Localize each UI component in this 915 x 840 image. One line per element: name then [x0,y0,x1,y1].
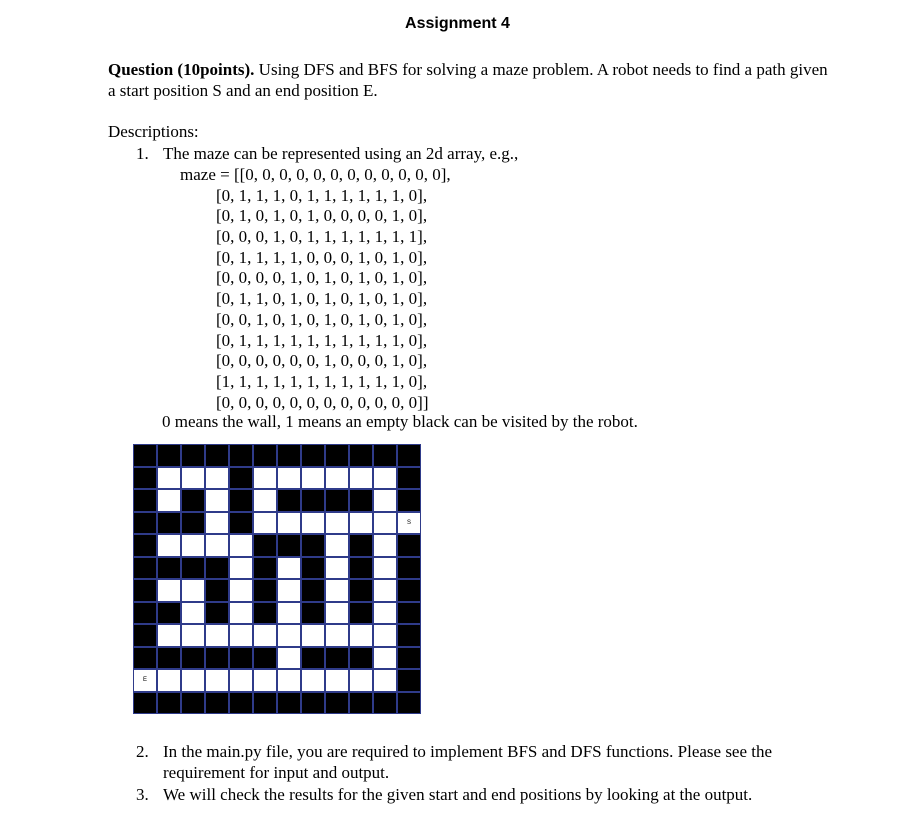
question-label: Question (10points). [108,60,255,79]
maze-cell-open [301,624,325,647]
maze-cell-open [349,512,373,535]
maze-cell-wall [157,444,181,467]
maze-cell-wall [349,489,373,512]
maze-cell-wall [349,602,373,625]
maze-cell-open [301,669,325,692]
maze-cell-wall [205,602,229,625]
maze-cell-open [325,669,349,692]
maze-cell-wall [277,692,301,715]
maze-cell-wall [301,444,325,467]
maze-cell-open [373,557,397,580]
maze-cell-wall [133,602,157,625]
maze-cell-wall [349,557,373,580]
maze-cell-open [325,602,349,625]
maze-cell-open [349,467,373,490]
maze-cell-open [277,669,301,692]
code-line: maze = [[0, 0, 0, 0, 0, 0, 0, 0, 0, 0, 0, 0], [180,165,451,184]
page-title: Assignment 4 [405,15,510,32]
maze-cell-wall [397,692,421,715]
maze-cell-wall [229,692,253,715]
maze-cell-wall [133,489,157,512]
maze-cell-wall [157,647,181,670]
maze-cell-open [373,534,397,557]
code-line: [1, 1, 1, 1, 1, 1, 1, 1, 1, 1, 1, 0], [216,371,428,391]
maze-cell-open [133,669,157,692]
maze-cell-wall [157,512,181,535]
maze-cell-wall [349,444,373,467]
maze-cell-wall [253,647,277,670]
maze-cell-wall [253,579,277,602]
maze-cell-open [229,557,253,580]
maze-cell-wall [157,602,181,625]
maze-cell-wall [229,489,253,512]
code-line: [0, 1, 1, 1, 0, 1, 1, 1, 1, 1, 1, 0], [216,185,428,205]
code-line: [0, 1, 1, 0, 1, 0, 1, 0, 1, 0, 1, 0], [216,289,428,309]
maze-cell-wall [133,512,157,535]
maze-cell-open [277,579,301,602]
maze-cell-open [253,489,277,512]
maze-cell-open [325,624,349,647]
maze-cell-wall [349,534,373,557]
code-line: [0, 0, 0, 1, 0, 1, 1, 1, 1, 1, 1, 1], [216,227,428,247]
maze-cell-wall [205,444,229,467]
maze-cell-wall [325,692,349,715]
maze-cell-wall [181,489,205,512]
maze-cell-wall [397,669,421,692]
maze-cell-wall [133,467,157,490]
list-item-text: The maze can be represented using an 2d array, e.g., [163,144,519,163]
question-paragraph [108,59,828,101]
maze-cell-open [157,579,181,602]
maze-cell-open [157,669,181,692]
maze-cell-open [277,602,301,625]
maze-cell-open [277,512,301,535]
list-item-number: 1. [136,144,149,163]
maze-cell-wall [253,692,277,715]
maze-cell-open [205,489,229,512]
maze-cell-open [349,669,373,692]
maze-cell-wall [229,467,253,490]
maze-cell-open [229,624,253,647]
maze-cell-wall [301,579,325,602]
maze-cell-wall [349,647,373,670]
maze-cell-wall [397,489,421,512]
list-item-text: We will check the results for the given start and end positions by looking at the output. [163,785,753,804]
maze-cell-wall [205,557,229,580]
maze-cell-open [373,489,397,512]
maze-cell-wall [397,647,421,670]
maze-cell-wall [157,692,181,715]
maze-cell-wall [181,647,205,670]
maze-cell-open [205,512,229,535]
maze-cell-open [205,534,229,557]
maze-cell-open [325,467,349,490]
maze-cell-wall [349,692,373,715]
maze-cell-open [157,624,181,647]
maze-cell-wall [205,692,229,715]
maze-cell-open [229,579,253,602]
maze-cell-open [373,602,397,625]
maze-grid [133,444,421,714]
maze-cell-open [373,669,397,692]
maze-cell-open [325,579,349,602]
maze-cell-wall [133,692,157,715]
maze-cell-wall [301,692,325,715]
maze-cell-wall [373,692,397,715]
list-item-number: 2. [136,742,149,761]
maze-cell-wall [397,557,421,580]
maze-cell-wall [253,602,277,625]
maze-cell-wall [397,579,421,602]
maze-cell-wall [301,489,325,512]
maze-cell-wall [397,534,421,557]
maze-cell-open [205,669,229,692]
start-marker: S [406,519,411,526]
maze-cell-wall [277,444,301,467]
maze-cell-wall [349,579,373,602]
maze-cell-open [301,467,325,490]
maze-cell-open [373,512,397,535]
maze-cell-wall [325,489,349,512]
maze-cell-wall [277,534,301,557]
maze-cell-open [349,624,373,647]
maze-cell-open [397,512,421,535]
maze-array-code [180,165,451,413]
maze-cell-wall [229,512,253,535]
maze-cell-open [325,512,349,535]
maze-cell-wall [133,624,157,647]
maze-cell-open [181,602,205,625]
maze-cell-open [181,669,205,692]
maze-cell-wall [373,444,397,467]
maze-cell-open [373,467,397,490]
end-marker: E [142,677,147,684]
maze-cell-open [253,624,277,647]
maze-cell-wall [205,647,229,670]
code-line: [0, 1, 0, 1, 0, 1, 0, 0, 0, 0, 1, 0], [216,206,428,226]
maze-cell-open [325,534,349,557]
maze-cell-open [229,534,253,557]
maze-cell-wall [397,467,421,490]
list-item-number: 3. [136,785,149,804]
maze-cell-open [373,647,397,670]
maze-cell-open [205,624,229,647]
maze-cell-open [277,624,301,647]
maze-cell-wall [157,557,181,580]
code-line: [0, 0, 0, 0, 0, 0, 1, 0, 0, 0, 1, 0], [216,351,428,371]
legend-text: 0 means the wall, 1 means an empty black can be visited by the robot. [162,412,638,431]
list-item-text: In the main.py file, you are required to implement BFS and DFS functions. Please see the requirement for input and output. [163,742,773,782]
maze-cell-open [157,467,181,490]
maze-cell-wall [181,692,205,715]
question-text: Using DFS and BFS for solving a maze problem. A robot needs to find a path given a start position S and an end position E. [108,60,828,100]
maze-cell-wall [133,579,157,602]
maze-cell-open [181,534,205,557]
maze-cell-open [157,489,181,512]
maze-cell-open [157,534,181,557]
maze-cell-wall [301,647,325,670]
maze-cell-open [181,579,205,602]
code-line: [0, 1, 1, 1, 1, 0, 0, 0, 1, 0, 1, 0], [216,247,428,267]
maze-cell-open [253,512,277,535]
code-line: [0, 0, 0, 0, 1, 0, 1, 0, 1, 0, 1, 0], [216,268,428,288]
maze-cell-wall [325,647,349,670]
maze-cell-wall [133,534,157,557]
maze-cell-open [205,467,229,490]
maze-cell-wall [133,444,157,467]
maze-cell-open [229,602,253,625]
maze-cell-open [301,512,325,535]
maze-cell-open [253,467,277,490]
maze-cell-open [373,579,397,602]
maze-cell-open [277,647,301,670]
maze-cell-wall [277,489,301,512]
code-line: [0, 0, 0, 0, 0, 0, 0, 0, 0, 0, 0, 0]] [216,392,429,412]
maze-cell-wall [253,557,277,580]
maze-cell-wall [181,444,205,467]
maze-cell-wall [253,534,277,557]
descriptions-heading: Descriptions: [108,122,199,141]
maze-cell-wall [397,602,421,625]
maze-cell-wall [133,557,157,580]
maze-cell-wall [229,444,253,467]
maze-cell-wall [181,512,205,535]
maze-cell-open [253,669,277,692]
maze-cell-wall [253,444,277,467]
maze-cell-open [277,467,301,490]
maze-cell-wall [325,444,349,467]
maze-cell-open [181,467,205,490]
maze-cell-wall [301,602,325,625]
maze-cell-wall [301,557,325,580]
maze-cell-open [325,557,349,580]
maze-cell-wall [133,647,157,670]
maze-cell-wall [205,579,229,602]
maze-cell-wall [229,647,253,670]
maze-cell-wall [397,444,421,467]
maze-cell-open [373,624,397,647]
maze-cell-wall [301,534,325,557]
maze-cell-open [229,669,253,692]
maze-cell-open [181,624,205,647]
maze-cell-open [277,557,301,580]
maze-cell-wall [397,624,421,647]
maze-cell-wall [181,557,205,580]
code-line: [0, 0, 1, 0, 1, 0, 1, 0, 1, 0, 1, 0], [216,309,428,329]
code-line: [0, 1, 1, 1, 1, 1, 1, 1, 1, 1, 1, 0], [216,330,428,350]
